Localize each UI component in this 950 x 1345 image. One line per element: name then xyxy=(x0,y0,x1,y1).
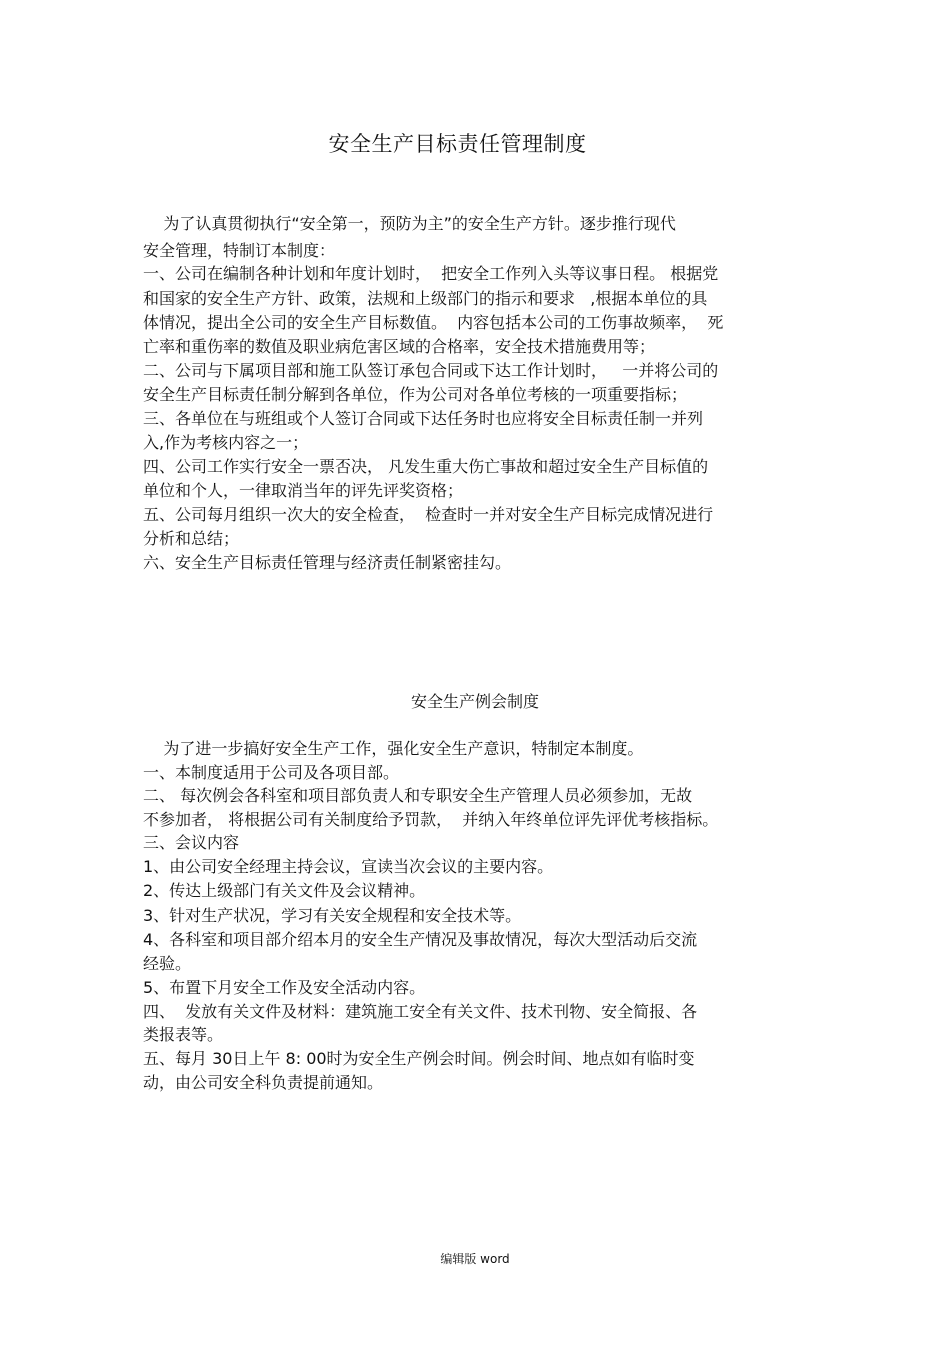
doc2-line: 经验。 xyxy=(143,954,192,973)
doc1-line: 五、公司每月组织一次大的安全检查， 检查时一并对安全生产目标完成情况进行 xyxy=(143,505,714,524)
doc2-line: 三、会议内容 xyxy=(143,833,240,852)
doc2-line: 五、每月 30日上午 8: 00时为安全生产例会时间。例会时间、地点如有临时变 xyxy=(143,1049,695,1068)
doc1-line: 六、安全生产目标责任管理与经济责任制紧密挂勾。 xyxy=(143,553,512,572)
doc1-line: 一、公司在编制各种计划和年度计划时， 把安全工作列入头等议事日程。 根据党 xyxy=(143,264,719,283)
doc1-title: 安全生产目标责任管理制度 xyxy=(328,132,587,156)
doc2-line: 5、布置下月安全工作及安全活动内容。 xyxy=(143,978,426,997)
doc2-line: 动，由公司安全科负责提前通知。 xyxy=(143,1073,384,1092)
doc1-line: 三、各单位在与班组或个人签订合同或下达任务时也应将安全目标责任制一并列 xyxy=(143,409,704,428)
doc2-line: 不参加者， 将根据公司有关制度给予罚款， 并纳入年终单位评先评优考核指标。 xyxy=(143,810,719,829)
doc1-line: 分析和总结； xyxy=(143,529,240,548)
doc2-line: 类报表等。 xyxy=(143,1025,224,1044)
doc2-line: 一、本制度适用于公司及各项目部。 xyxy=(143,763,400,782)
doc1-line: 亡率和重伤率的数值及职业病危害区域的合格率，安全技术措施费用等； xyxy=(143,337,656,356)
doc2-line: 为了进一步搞好安全生产工作，强化安全生产意识，特制定本制度。 xyxy=(143,739,644,758)
doc2-line: 3、针对生产状况，学习有关安全规程和安全技术等。 xyxy=(143,906,522,925)
doc2-line: 4、各科室和项目部介绍本月的安全生产情况及事故情况，每次大型活动后交流 xyxy=(143,930,698,949)
page-footer: 编辑版 word xyxy=(440,1252,510,1266)
doc1-line: 入,作为考核内容之一； xyxy=(143,433,309,452)
doc1-line: 单位和个人，一律取消当年的评先评奖资格； xyxy=(143,481,464,500)
doc2-line: 1、由公司安全经理主持会议，宣读当次会议的主要内容。 xyxy=(143,857,554,876)
doc1-line: 二、公司与下属项目部和施工队签订承包合同或下达工作计划时， 一并将公司的 xyxy=(143,361,719,380)
doc1-line: 和国家的安全生产方针、政策，法规和上级部门的指示和要求 ,根据本单位的具 xyxy=(143,289,708,308)
doc1-line: 安全管理，特制订本制度： xyxy=(143,241,336,260)
doc1-line: 为了认真贯彻执行“安全第一，预防为主”的安全生产方针。逐步推行现代 xyxy=(143,214,676,233)
doc2-line: 二、 每次例会各科室和项目部负责人和专职安全生产管理人员必须参加，无故 xyxy=(143,786,693,805)
doc2-line: 四、 发放有关文件及材料：建筑施工安全有关文件、技术刊物、安全简报、各 xyxy=(143,1002,698,1021)
doc1-line: 体情况，提出全公司的安全生产目标数值。 内容包括本公司的工伤事故频率， 死 xyxy=(143,313,724,332)
doc2-line: 2、传达上级部门有关文件及会议精神。 xyxy=(143,881,426,900)
doc1-line: 安全生产目标责任制分解到各单位，作为公司对各单位考核的一项重要指标； xyxy=(143,385,688,404)
doc1-line: 四、公司工作实行安全一票否决， 凡发生重大伤亡事故和超过安全生产目标值的 xyxy=(143,457,709,476)
doc2-title: 安全生产例会制度 xyxy=(410,692,539,711)
